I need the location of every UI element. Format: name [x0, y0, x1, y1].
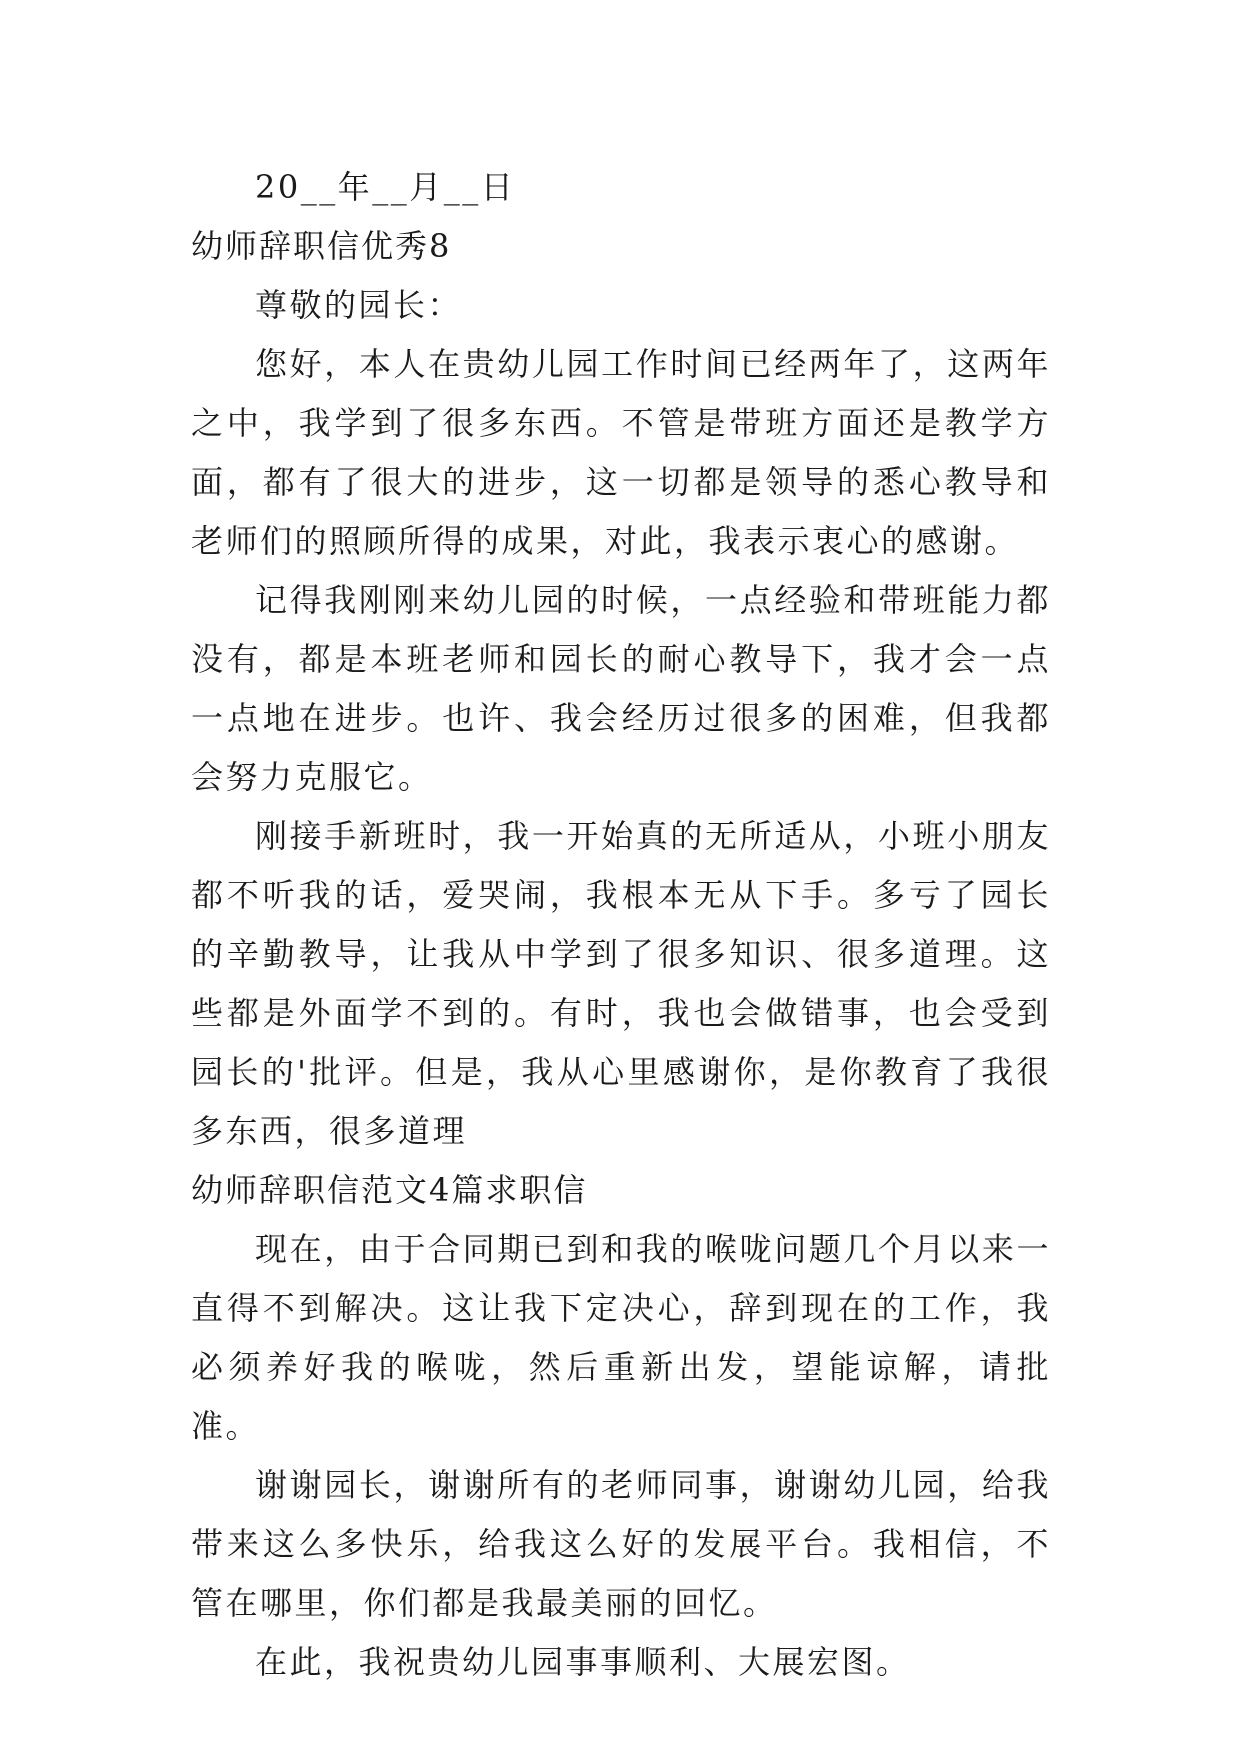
paragraph-new-class: 刚接手新班时，我一开始真的无所适从，小班小朋友都不听我的话，爱哭闹，我根本无从下手。多亏了园长的辛勤教导，让我从中学到了很多知识、很多道理。这些都是外面学不到的。有时，我也会做错事，也会受到园长的'批评。但是，我从心里感谢你，是你教育了我很多东西，很多道理 — [191, 817, 1051, 1150]
paragraph-gratitude: 您好，本人在贵幼儿园工作时间已经两年了，这两年之中，我学到了很多东西。不管是带班方面还是教学方面，都有了很大的进步，这一切都是领导的悉心教导和老师们的照顾所得的成果，对此，我表示衷心的感谢。 — [191, 345, 1051, 560]
document-body — [191, 158, 1051, 1692]
date-line: 20__年__月__日 — [255, 168, 516, 206]
paragraph-memories: 记得我刚刚来幼儿园的时候，一点经验和带班能力都没有，都是本班老师和园长的耐心教导下，我才会一点一点地在进步。也许、我会经历过很多的困难，但我都会努力克服它。 — [191, 581, 1051, 796]
paragraph-wishes: 在此，我祝贵幼儿园事事顺利、大展宏图。 — [255, 1643, 911, 1681]
letter-title: 幼师辞职信优秀8 — [191, 227, 452, 265]
paragraph-reason: 现在，由于合同期已到和我的喉咙问题几个月以来一直得不到解决。这让我下定决心，辞到现在的工作，我必须养好我的喉咙，然后重新出发，望能谅解，请批准。 — [191, 1230, 1051, 1445]
salutation: 尊敬的园长： — [255, 286, 463, 324]
subheading: 幼师辞职信范文4篇求职信 — [191, 1171, 588, 1209]
paragraph-thanks: 谢谢园长，谢谢所有的老师同事，谢谢幼儿园，给我带来这么多快乐，给我这么好的发展平台。我相信，不管在哪里，你们都是我最美丽的回忆。 — [191, 1466, 1051, 1622]
